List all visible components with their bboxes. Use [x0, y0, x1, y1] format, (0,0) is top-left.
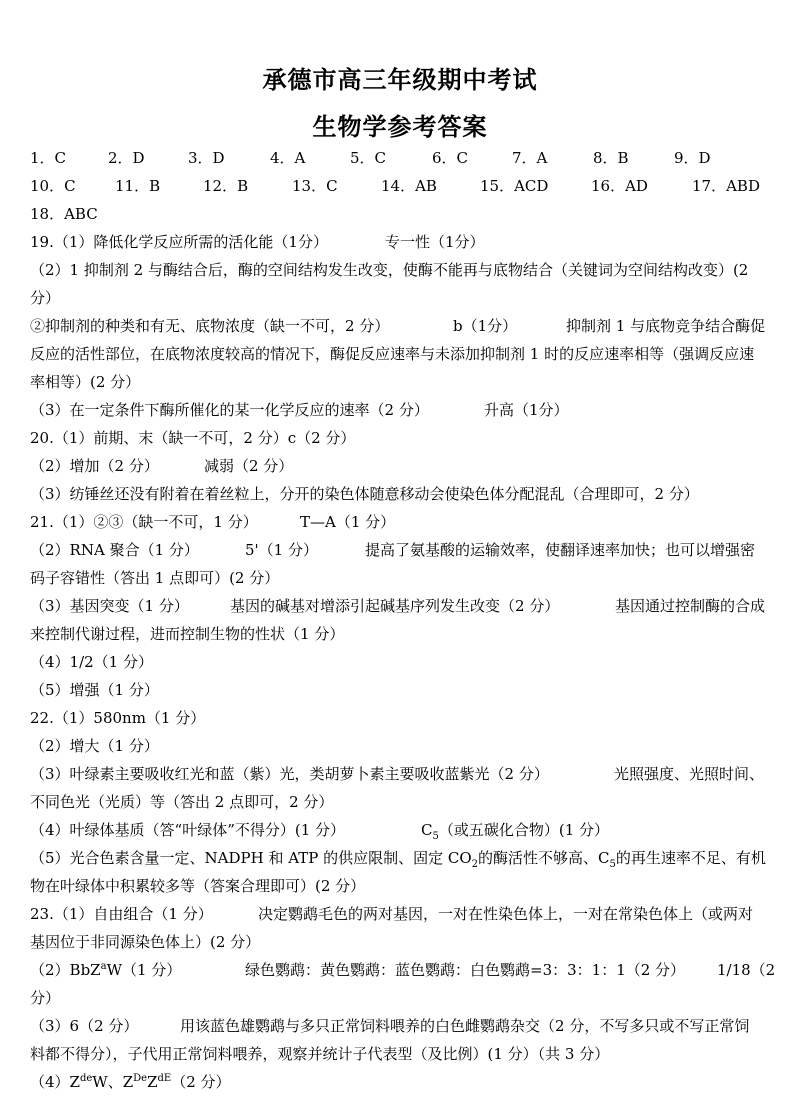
answer-text-part: （或五碳化合物）(1 分） — [438, 821, 610, 839]
answer-text: 光照强度、光照时间、 — [614, 765, 765, 783]
answer-text-part: 的再生速率不足、有机 — [615, 849, 766, 867]
answer-text-part: （2 分） — [171, 1073, 231, 1091]
mc-answer: 5．C — [350, 149, 387, 167]
answer-text: 物在叶绿体中积累较多等（答案合理即可）(2 分） — [30, 877, 366, 895]
answer-text: （3）6（2 分） — [30, 1017, 139, 1035]
formula-subscript: 5 — [609, 859, 616, 870]
answer-text: （3）纺锤丝还没有附着在着丝粒上，分开的染色体随意移动会使染色体分配混乱（合理即可，2 分） — [30, 485, 699, 503]
answer-text: ②抑制剂的种类和有无、底物浓度（缺一不可，2 分） — [30, 317, 390, 335]
answer-text: 码子容错性（答出 1 点即可）(2 分） — [30, 569, 280, 587]
answer-text: （4）叶绿体基质（答“叶绿体”不得分）(1 分） — [30, 821, 346, 839]
answer-text — [421, 819, 609, 840]
mc-answer: 4．A — [270, 149, 306, 167]
answer-text: 减弱（2 分） — [204, 457, 294, 475]
answer-text: 决定鹦鹉毛色的两对基因，一对在性染色体上，一对在常染色体上（或两对 — [258, 905, 754, 923]
formula-superscript: a — [100, 961, 107, 972]
formula-superscript: de — [79, 1073, 93, 1084]
mc-answer: 11．B — [115, 177, 161, 195]
answer-text: 19.（1）降低化学反应所需的活化能（1分） — [30, 233, 328, 251]
mc-answer: 7．A — [512, 149, 548, 167]
mc-answer: 8．B — [593, 149, 629, 167]
answer-text: （3）叶绿素主要吸收红光和蓝（紫）光，类胡萝卜素主要吸收蓝紫光（2 分） — [30, 765, 549, 783]
answer-text: T—A（1 分） — [300, 513, 396, 531]
mc-answer: 1．C — [30, 149, 67, 167]
answer-text-part: （4）Z — [30, 1073, 80, 1091]
answer-text: （2）增加（2 分） — [30, 457, 159, 475]
answer-text: 专一性（1分） — [385, 233, 485, 251]
mc-answer: 12．B — [203, 177, 249, 195]
answer-text: 23.（1）自由组合（1 分） — [30, 905, 213, 923]
mc-answer: 18．ABC — [30, 205, 98, 223]
answer-text: b（1分） — [453, 317, 518, 335]
mc-answer: 3．D — [188, 149, 225, 167]
answer-text: （5）增强（1 分） — [30, 681, 159, 699]
answer-text: 不同色光（光质）等（答出 2 点即可，2 分） — [30, 793, 334, 811]
answer-text: （3）基因突变（1 分） — [30, 597, 189, 615]
answer-text: 抑制剂 1 与底物竞争结合酶促 — [566, 317, 766, 335]
answer-text: 升高（1分） — [484, 401, 569, 419]
answer-text: （2）RNA 聚合（1 分） — [30, 541, 199, 559]
mc-answer: 13．C — [292, 177, 338, 195]
answer-text: 料都不得分），子代用正常饲料喂养，观察并统计子代表型（及比例）(1 分）（共 3 分） — [30, 1045, 610, 1063]
answer-text: 基因位于非同源染色体上）(2 分） — [30, 933, 261, 951]
answer-text: 用该蓝色雄鹦鹉与多只正常饲料喂养的白色雌鹦鹉杂交（2 分，不写多只或不写正常饲 — [180, 1017, 750, 1035]
mc-answer: 15．ACD — [480, 177, 549, 195]
formula-subscript: 5 — [432, 831, 439, 842]
answer-text-part: 的酶活性不够高、C — [478, 849, 610, 867]
answer-text: 22.（1）580nm（1 分） — [30, 709, 206, 727]
answer-text: 5'（1 分） — [245, 541, 318, 559]
mc-answer: 16．AD — [591, 177, 648, 195]
answer-text: （3）在一定条件下酶所催化的某一化学反应的速率（2 分） — [30, 401, 429, 419]
answer-text-part: Z — [147, 1073, 158, 1091]
answer-text: 分） — [30, 989, 61, 1007]
answer-text: 反应的活性部位，在底物浓度较高的情况下，酶促反应速率与未添加抑制剂 1 时的反应速率相等（强调反应速 — [30, 345, 755, 363]
exam-subtitle: 生物学参考答案 — [312, 113, 488, 141]
mc-answer: 10．C — [30, 177, 76, 195]
answer-text: 来控制代谢过程，进而控制生物的性状（1 分） — [30, 625, 345, 643]
answer-text-part: W（1 分） — [106, 961, 182, 979]
answer-text-part: （5）光合色素含量一定、NADPH 和 ATP 的供应限制、固定 CO — [30, 849, 472, 867]
answer-text: 分） — [30, 289, 61, 307]
formula-superscript: De — [133, 1073, 148, 1084]
answer-text: 20.（1）前期、末（缺一不可，2 分）c（2 分） — [30, 429, 356, 447]
mc-answer: 6．C — [432, 149, 469, 167]
answer-text-part: W、Z — [92, 1073, 134, 1091]
answer-text: 绿色鹦鹉：黄色鹦鹉：蓝色鹦鹉：白色鹦鹉=3：3：1：1（2 分） — [245, 961, 686, 979]
answer-text: （4）1/2（1 分） — [30, 653, 153, 671]
mc-answer: 2．D — [108, 149, 145, 167]
formula-symbol: C — [421, 821, 433, 839]
mc-answer: 17．ABD — [692, 177, 760, 195]
answer-text: 基因通过控制酶的合成 — [615, 597, 766, 615]
answer-text: 基因的碱基对增添引起碱基序列发生改变（2 分） — [230, 597, 560, 615]
answer-text: 1/18（2 — [717, 961, 776, 979]
formula-superscript: dE — [157, 1073, 172, 1084]
mc-answer: 14．AB — [381, 177, 437, 195]
answer-text — [30, 1071, 790, 1093]
answer-text: 率相等）(2 分） — [30, 373, 141, 391]
answer-text: 21.（1）②③（缺一不可，1 分） — [30, 513, 258, 531]
answer-text: 提高了氨基酸的运输效率，使翻译速率加快；也可以增强密 — [365, 541, 756, 559]
answer-text: （2）1 抑制剂 2 与酶结合后，酶的空间结构发生改变，使酶不能再与底物结合（关键词为空间结构改变）(2 — [30, 261, 749, 279]
exam-title: 承德市高三年级期中考试 — [262, 66, 538, 94]
answer-text — [30, 847, 790, 869]
answer-text: （2）增大（1 分） — [30, 737, 159, 755]
formula-subscript: 2 — [471, 859, 479, 870]
answer-text — [30, 959, 181, 980]
mc-answer: 9．D — [674, 149, 711, 167]
answer-text-part: （2）BbZ — [30, 961, 101, 979]
